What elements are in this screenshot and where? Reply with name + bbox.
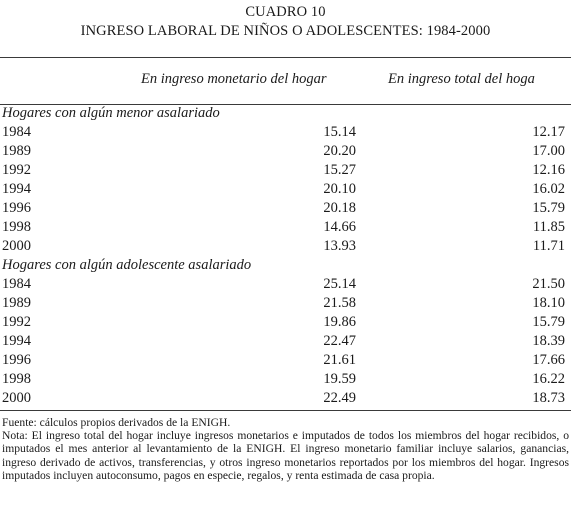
column-header-total: En ingreso total del hoga xyxy=(388,71,535,87)
year-cell: 1996 xyxy=(2,352,31,368)
total-income-cell: 17.66 xyxy=(532,352,565,368)
monetary-income-cell: 15.27 xyxy=(323,162,356,178)
column-header-monetary: En ingreso monetario del hogar xyxy=(141,71,327,87)
top-rule xyxy=(0,57,571,58)
source-note: Fuente: cálculos propios derivados de la ENIGH. xyxy=(2,416,231,429)
table-title: INGRESO LABORAL DE NIÑOS O ADOLESCENTES: 1984-2000 xyxy=(80,23,491,39)
table-row xyxy=(0,123,571,142)
section-label: Hogares con algún menor asalariado xyxy=(2,105,220,121)
monetary-income-cell: 21.61 xyxy=(323,352,356,368)
explanatory-note: Nota: El ingreso total del hogar incluye ingresos monetarios e imputados de todos los miembros del hogar recibidos, o imputados el mes anterior al levantamiento de la ENIGH. El ingreso monetario familiar incluye salarios, ganancias, ingreso derivado de activos, transferencias, y otros ingreso monetarios reportados por los miembros del hogar. Ingresos imputados incluyen autoconsumo, pagos en especie, regalos, y renta estimada de casa propia. xyxy=(2,429,569,482)
monetary-income-cell: 20.10 xyxy=(323,181,356,197)
table-row xyxy=(0,389,571,408)
year-cell: 1989 xyxy=(2,295,31,311)
total-income-cell: 21.50 xyxy=(532,276,565,292)
year-cell: 1992 xyxy=(2,314,31,330)
total-income-cell: 15.79 xyxy=(532,200,565,216)
table-row xyxy=(0,275,571,294)
monetary-income-cell: 21.58 xyxy=(323,295,356,311)
year-cell: 1994 xyxy=(2,181,31,197)
table-row xyxy=(0,199,571,218)
table-row xyxy=(0,313,571,332)
year-cell: 1984 xyxy=(2,124,31,140)
total-income-cell: 18.39 xyxy=(532,333,565,349)
table-row xyxy=(0,294,571,313)
year-cell: 1989 xyxy=(2,143,31,159)
year-cell: 1994 xyxy=(2,333,31,349)
year-cell: 1998 xyxy=(2,371,31,387)
year-cell: 2000 xyxy=(2,390,31,406)
table-number: CUADRO 10 xyxy=(245,4,326,20)
year-cell: 1996 xyxy=(2,200,31,216)
total-income-cell: 11.85 xyxy=(532,219,565,235)
notes xyxy=(2,416,569,482)
total-income-cell: 16.22 xyxy=(532,371,565,387)
table-row xyxy=(0,237,571,256)
year-cell: 1984 xyxy=(2,276,31,292)
total-income-cell: 15.79 xyxy=(532,314,565,330)
monetary-income-cell: 25.14 xyxy=(323,276,356,292)
monetary-income-cell: 22.47 xyxy=(323,333,356,349)
table-row xyxy=(0,370,571,389)
total-income-cell: 11.71 xyxy=(532,238,565,254)
monetary-income-cell: 22.49 xyxy=(323,390,356,406)
monetary-income-cell: 19.86 xyxy=(323,314,356,330)
year-cell: 2000 xyxy=(2,238,31,254)
monetary-income-cell: 19.59 xyxy=(323,371,356,387)
total-income-cell: 18.10 xyxy=(532,295,565,311)
table-row xyxy=(0,332,571,351)
total-income-cell: 18.73 xyxy=(532,390,565,406)
table-row xyxy=(0,142,571,161)
table-row xyxy=(0,180,571,199)
section-label: Hogares con algún adolescente asalariado xyxy=(2,257,252,273)
total-income-cell: 12.16 xyxy=(532,162,565,178)
monetary-income-cell: 13.93 xyxy=(323,238,356,254)
table-row xyxy=(0,161,571,180)
year-cell: 1998 xyxy=(2,219,31,235)
total-income-cell: 16.02 xyxy=(532,181,565,197)
total-income-cell: 17.00 xyxy=(532,143,565,159)
table-row xyxy=(0,218,571,237)
monetary-income-cell: 14.66 xyxy=(323,219,356,235)
monetary-income-cell: 20.18 xyxy=(323,200,356,216)
monetary-income-cell: 15.14 xyxy=(323,124,356,140)
year-cell: 1992 xyxy=(2,162,31,178)
bottom-rule xyxy=(0,410,571,411)
total-income-cell: 12.17 xyxy=(532,124,565,140)
table-row xyxy=(0,351,571,370)
monetary-income-cell: 20.20 xyxy=(323,143,356,159)
